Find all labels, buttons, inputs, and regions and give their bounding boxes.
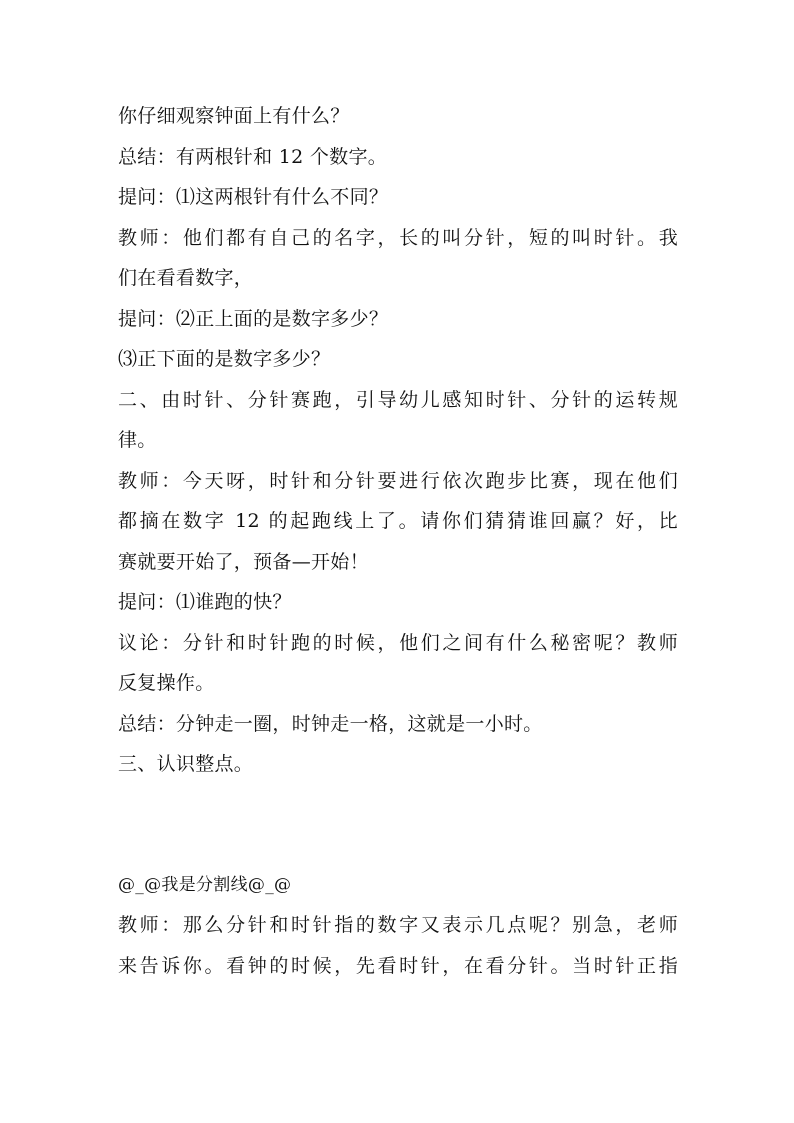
- text-line: 议论：分针和时针跑的时候，他们之间有什么秘密呢？教师: [118, 631, 678, 654]
- text-line: 你仔细观察钟面上有什么？: [118, 105, 350, 127]
- document-body: [118, 96, 678, 986]
- text-line: 教师：他们都有自己的名字，长的叫分针，短的叫时针。我: [118, 226, 678, 249]
- text-line: 总结：有两根针和 12 个数字。: [118, 145, 388, 168]
- divider-line: @_@我是分割线@_@: [118, 874, 292, 895]
- text-line: 赛就要开始了，预备—开始！: [118, 550, 369, 573]
- text-line: 提问：⑴谁跑的快？: [118, 591, 292, 613]
- text-line: ⑶正下面的是数字多少？: [118, 348, 331, 370]
- text-line: 反复操作。: [118, 672, 215, 694]
- text-line: 总结：分钟走一圈，时钟走一格，这就是一小时。: [118, 712, 543, 735]
- text-line: 提问：⑴这两根针有什么不同？: [118, 186, 389, 208]
- text-line: 二、由时针、分针赛跑，引导幼儿感知时针、分针的运转规: [118, 388, 678, 411]
- text-line: 都摘在数字 12 的起跑线上了。请你们猜猜谁回赢？好，比: [118, 510, 678, 532]
- text-line: 三、认识整点。: [118, 753, 254, 775]
- text-line: 提问：⑵正上面的是数字多少？: [118, 307, 389, 330]
- text-line: 来告诉你。看钟的时候，先看时针，在看分针。当时针正指: [118, 954, 678, 977]
- section-spacer: [118, 785, 678, 865]
- text-line: 们在看看数字，: [118, 267, 254, 289]
- text-line: 教师：今天呀，时针和分针要进行依次跑步比赛，现在他们: [118, 469, 678, 492]
- text-line: 律。: [118, 429, 157, 451]
- text-line: 教师：那么分针和时针指的数字又表示几点呢？别急，老师: [118, 914, 678, 936]
